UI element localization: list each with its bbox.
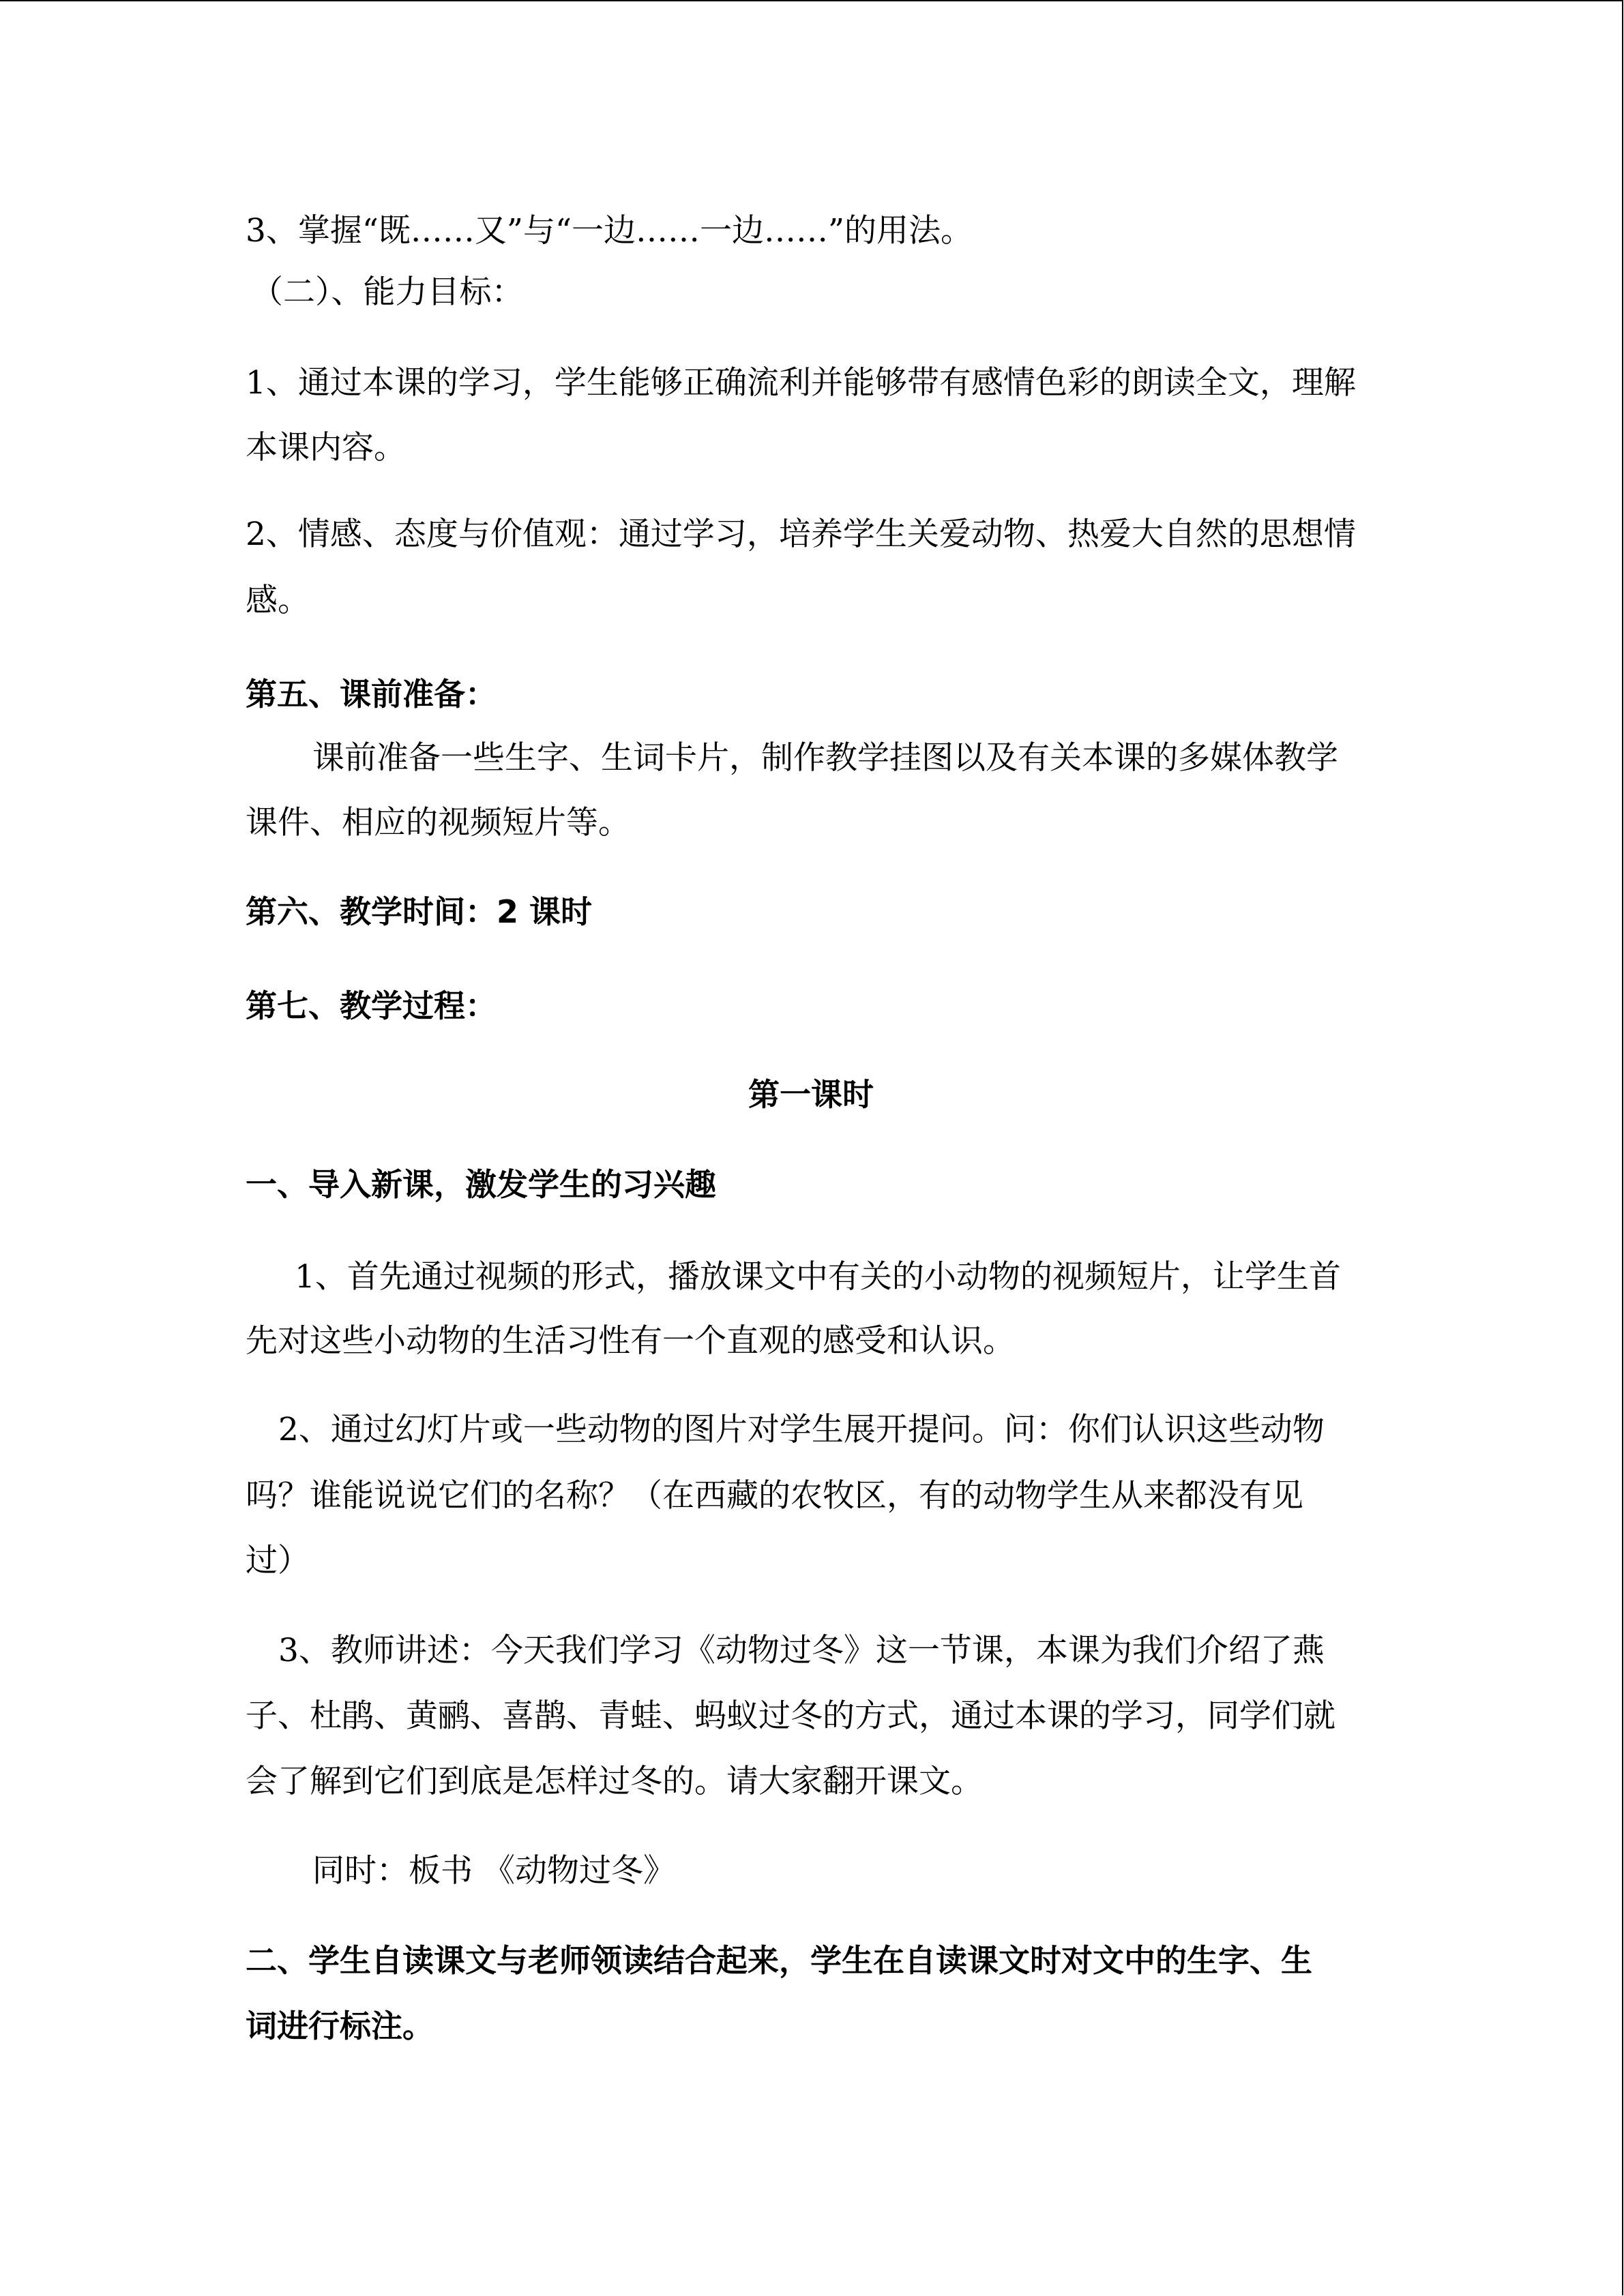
step-3-line1: 3、教师讲述：今天我们学习《动物过冬》这一节课，本课为我们介绍了燕 [278, 1632, 1325, 1669]
ability-goal-2-line1: 2、情感、态度与价值观：通过学习，培养学生关爱动物、热爱大自然的思想情 [246, 516, 1356, 553]
ability-goal-2-line2: 感。 [246, 582, 310, 619]
step-3-line2: 子、杜鹃、黄鹂、喜鹊、青蛙、蚂蚁过冬的方式，通过本课的学习，同学们就 [246, 1697, 1335, 1735]
part-2-heading-line1: 二、学生自读课文与老师领读结合起来，学生在自读课文时对文中的生字、生 [246, 1942, 1312, 1979]
section-7-heading: 第七、教学过程： [246, 987, 497, 1024]
board-writing-line: 同时：板书 《动物过冬》 [312, 1852, 675, 1890]
ability-goals-heading: （二）、能力目标： [251, 273, 524, 311]
part-2-heading-line2: 词进行标注。 [246, 2008, 434, 2044]
step-1-line1: 1、首先通过视频的形式，播放课文中有关的小动物的视频短片，让学生首 [295, 1258, 1341, 1296]
section-6-heading: 第六、教学时间：2 课时 [246, 893, 593, 930]
step-3-line3: 会了解到它们到底是怎样过冬的。请大家翻开课文。 [246, 1763, 983, 1800]
first-lesson-title: 第一课时 [748, 1076, 874, 1113]
part-1-heading: 一、导入新课，激发学生的习兴趣 [246, 1166, 716, 1203]
step-2-line1: 2、通过幻灯片或一些动物的图片对学生展开提问。问：你们认识这些动物 [278, 1411, 1325, 1448]
ability-goal-1-line1: 1、通过本课的学习，学生能够正确流利并能够带有感情色彩的朗读全文，理解 [246, 364, 1356, 402]
step-1-line2: 先对这些小动物的生活习性有一个直观的感受和认识。 [246, 1322, 1015, 1360]
step-2-line2: 吗？谁能说说它们的名称？（在西藏的农牧区，有的动物学生从来都没有见 [246, 1477, 1303, 1515]
objective-3: 3、掌握“既……又”与“一边……一边……”的用法。 [246, 212, 973, 250]
preparation-line1: 课前准备一些生字、生词卡片，制作教学挂图以及有关本课的多媒体教学 [312, 739, 1338, 777]
ability-goal-1-line2: 本课内容。 [246, 429, 406, 466]
preparation-line2: 课件、相应的视频短片等。 [246, 804, 630, 841]
section-5-heading: 第五、课前准备： [246, 676, 497, 713]
step-2-line3: 过） [246, 1542, 310, 1579]
